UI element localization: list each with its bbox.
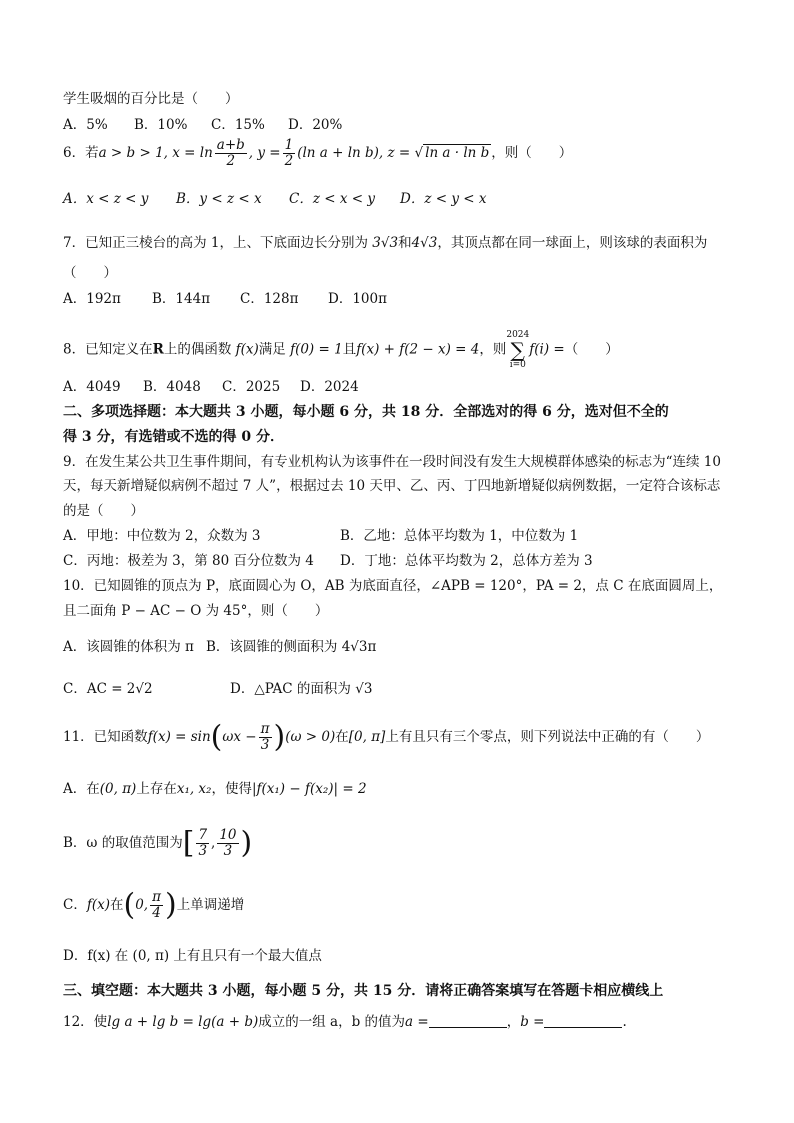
option-d: D．z < y < x: [400, 191, 487, 207]
option-a: A．甲地：中位数为 2，众数为 3: [63, 528, 261, 544]
answer-blank-b[interactable]: [544, 1027, 622, 1028]
question-continuation: 学生吸烟的百分比是（ ）: [63, 91, 239, 107]
question-9-cont: 天，每天新增疑似病例不超过 7 人”，根据过去 10 天甲、乙、丙、丁四地新增疑似病例数据，一定符合该标志: [63, 478, 721, 494]
option-c: C．2025: [222, 379, 281, 395]
question-9-cont: 的是（ ）: [63, 503, 144, 519]
question-10: 10．已知圆锥的顶点为 P，底面圆心为 O，AB 为底面直径，∠APB = 120°，PA = 2，点 C 在底面圆周上，: [63, 578, 723, 594]
option-d: D．丁地：总体平均数为 2，总体方差为 3: [340, 553, 593, 569]
option-d: D．20%: [288, 117, 343, 133]
option-c: C．128π: [240, 291, 299, 307]
question-11: 11．已知函数f(x) = sin(ωx − $\frac{\pi}{3}$ )(ω > 0)在[0, π]上有且只有三个零点，则下列说法中正确的有（ ）: [63, 719, 710, 755]
option-b: B．4048: [143, 379, 201, 395]
option-d: D．2024: [300, 379, 359, 395]
option-b: B．10%: [134, 117, 188, 133]
question-7-paren: （ ）: [63, 265, 117, 281]
option-c: C．丙地：极差为 3，第 80 百分位数为 4: [63, 553, 314, 569]
option-b: B．y < z < x: [176, 191, 262, 207]
answer-blank-a[interactable]: [429, 1027, 507, 1028]
option-b: B．乙地：总体平均数为 1，中位数为 1: [340, 528, 579, 544]
option-a: A．该圆锥的体积为 π: [63, 639, 194, 655]
option-a: A．4049: [63, 379, 121, 395]
section-3-heading: 三、填空题：本大题共 3 小题，每小题 5 分，共 15 分．请将正确答案填写在答题卡相应横线上: [63, 983, 664, 999]
option-a: A．5%: [63, 117, 108, 133]
question-10-cont: 且二面角 P − AC − O 为 45°，则（ ）: [63, 603, 329, 619]
option-b: B．ω 的取值范围为[ $\frac{7}{3}$ , $\frac{10}{3}$ ): [63, 825, 253, 861]
option-c: C．15%: [211, 117, 265, 133]
option-b: B．该圆锥的侧面积为 4√3π: [206, 639, 377, 655]
option-b: B．144π: [152, 291, 211, 307]
option-d: D．△PAC 的面积为 √3: [230, 681, 373, 697]
option-c: C．f(x)在(0, $\frac{\pi}{4}$ )上单调递增: [63, 887, 245, 923]
option-a: A．192π: [63, 291, 121, 307]
question-7: 7．已知正三棱台的高为 1，上、下底面边长分别为 3√3和4√3，其顶点都在同一球面上，则该球的表面积为: [63, 235, 708, 251]
option-a: A．x < z < y: [63, 191, 149, 207]
option-a: A．在(0, π)上存在x₁, x₂，使得|f(x₁) − f(x₂)| = 2: [63, 781, 367, 797]
option-d: D．100π: [328, 291, 387, 307]
option-c: C．z < x < y: [289, 191, 375, 207]
option-c: C．AC = 2√2: [63, 681, 153, 697]
question-8: 8．已知定义在R上的偶函数 f(x)满足 f(0) = 1且f(x) + f(2 − x) = 4，则2024 ∑ i=0f(i) =（ ）: [63, 330, 619, 370]
question-6: 6．若a > b > 1, x = ln $\frac{a+b}{2}$ , y = $\frac{1}{2}$ (ln a + ln b), z = √ ln a · ln b ，则（ ）: [63, 137, 573, 169]
section-2-heading: 二、多项选择题：本大题共 3 小题，每小题 6 分，共 18 分．全部选对的得 6 分，选对但不全的: [63, 404, 669, 420]
section-2-heading-cont: 得 3 分，有选错或不选的得 0 分．: [63, 429, 284, 445]
question-12: 12．使lg a + lg b = lg(a + b)成立的一组 a，b 的值为a = ，b = .: [63, 1014, 627, 1030]
option-d: D．f(x) 在 (0, π) 上有且只有一个最大值点: [63, 948, 322, 964]
question-9: 9．在发生某公共卫生事件期间，有专业机构认为该事件在一段时间没有发生大规模群体感染的标志为“连续 10: [63, 454, 721, 470]
